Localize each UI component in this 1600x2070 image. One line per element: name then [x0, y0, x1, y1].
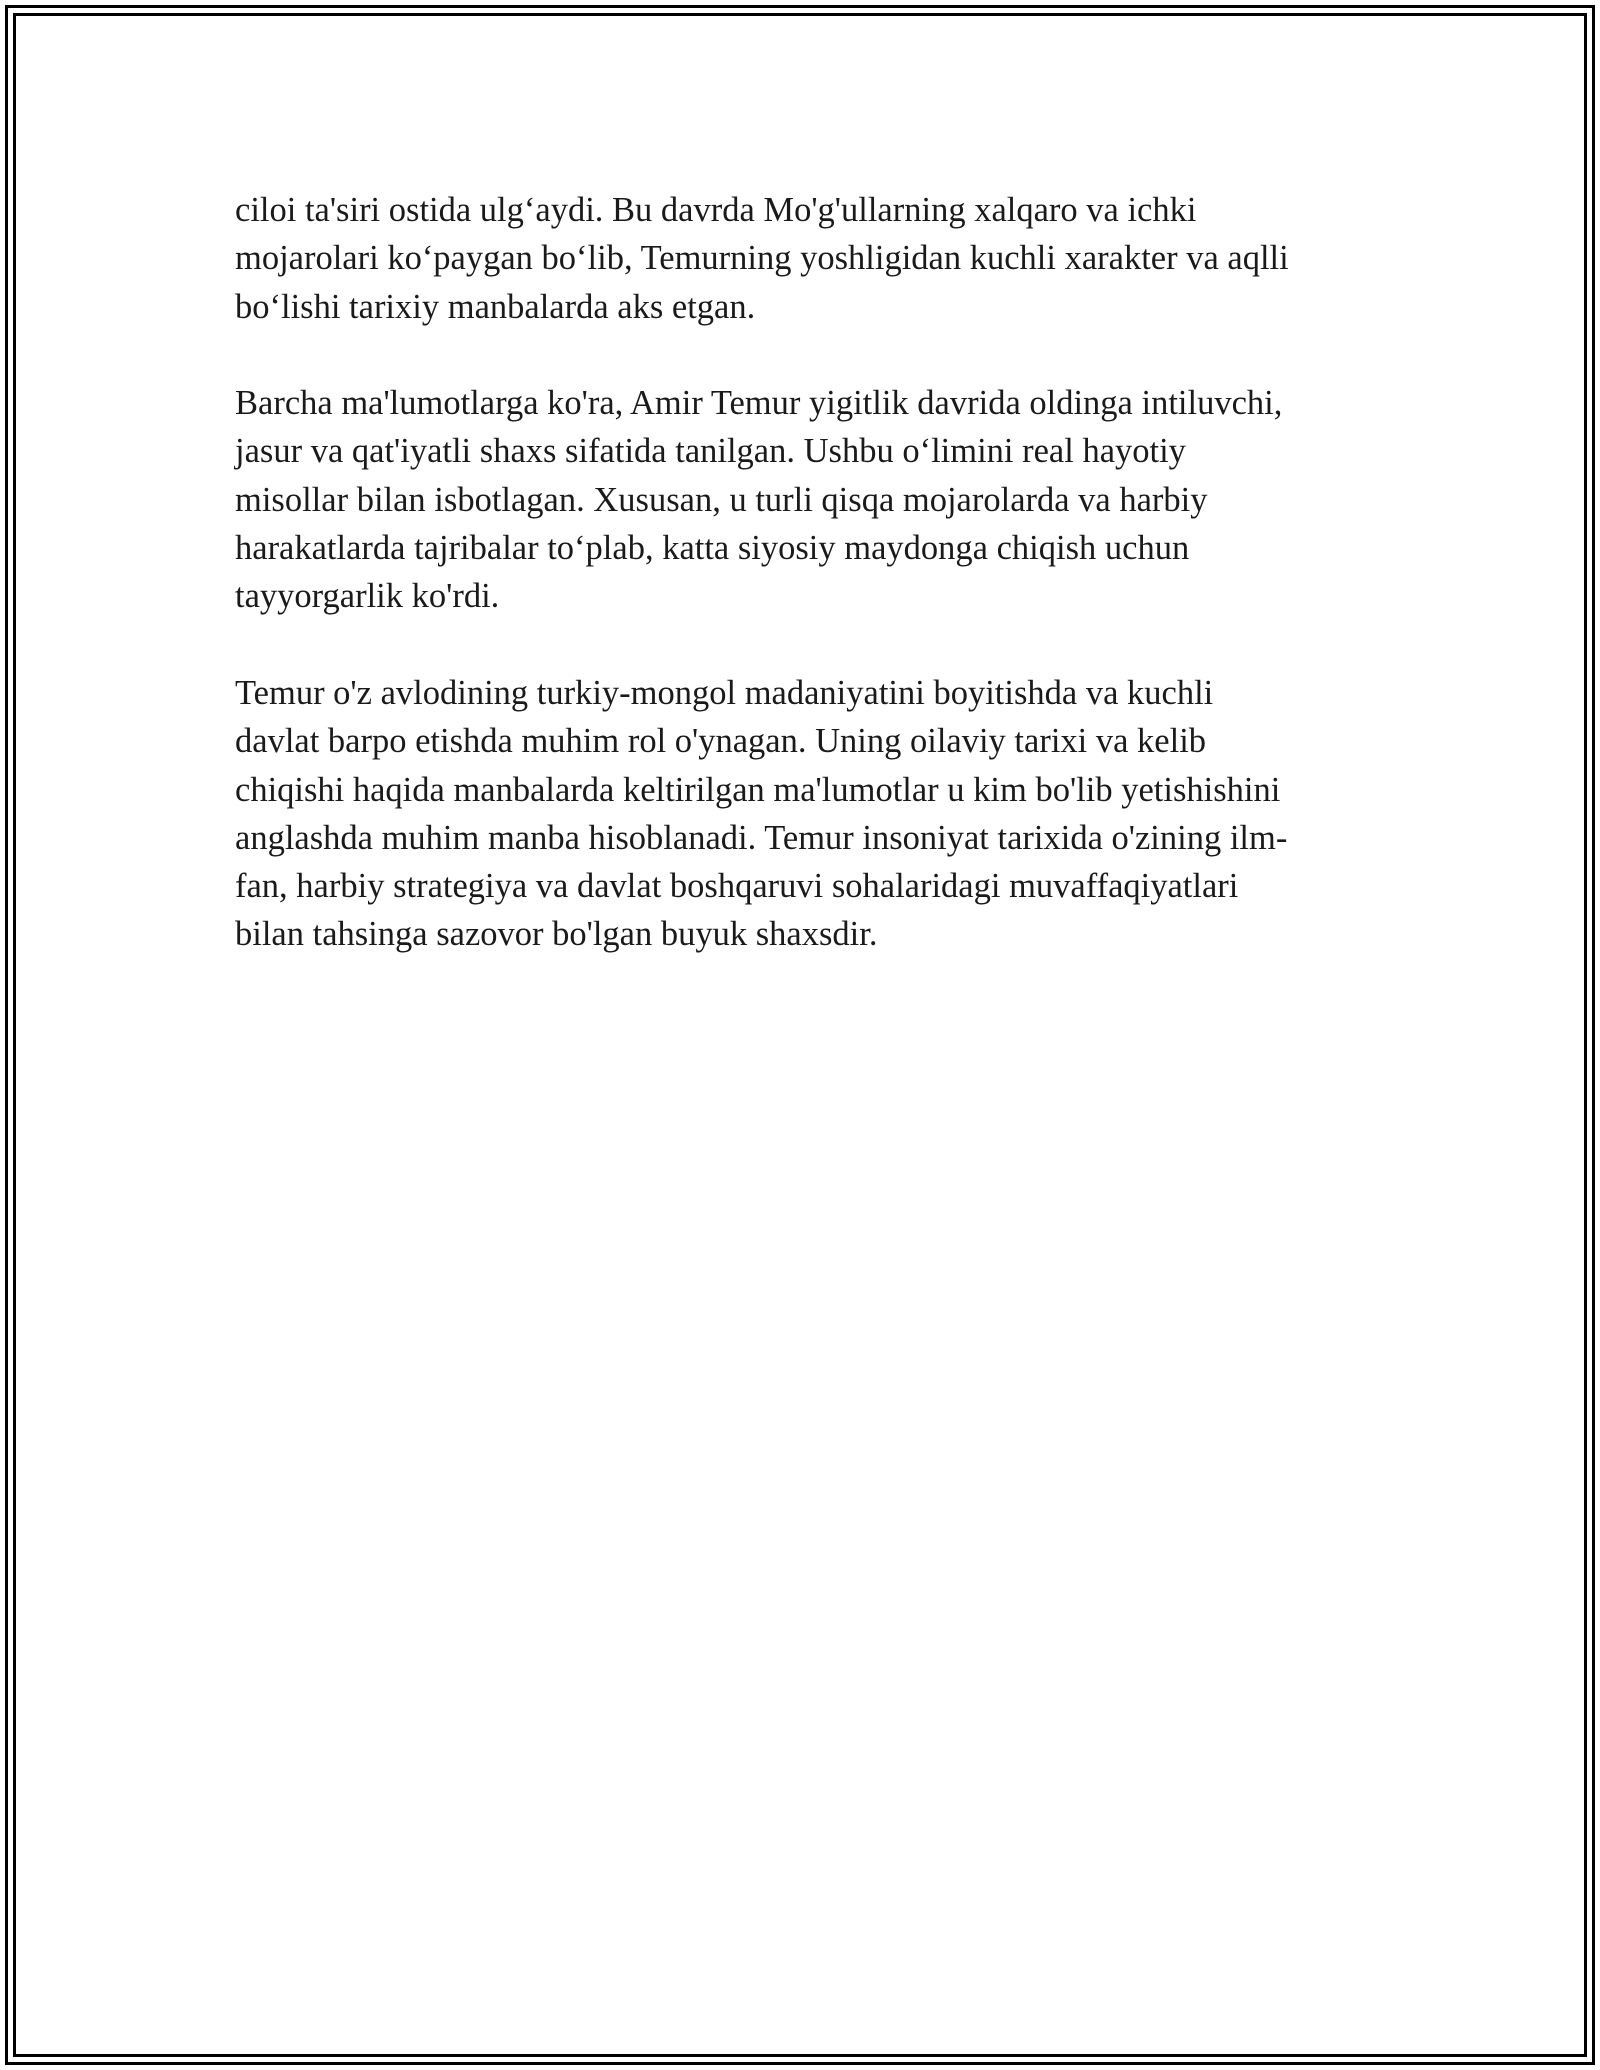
- document-body: [235, 186, 1375, 1007]
- text-line: mojarolari ko‘paygan bo‘lib, Temurning yoshligidan kuchli xarakter va aqlli: [235, 239, 1289, 278]
- text-line: bilan tahsinga sazovor bo'lgan buyuk shaxsdir.: [235, 915, 878, 954]
- text-line: jasur va qat'iyatli shaxs sifatida tanilgan. Ushbu o‘limini real hayotiy: [235, 432, 1186, 471]
- text-line: bo‘lishi tarixiy manbalarda aks etgan.: [235, 287, 756, 326]
- text-line: fan, harbiy strategiya va davlat boshqaruvi sohalaridagi muvaffaqiyatlari: [235, 867, 1239, 906]
- text-line: chiqishi haqida manbalarda keltirilgan ma'lumotlar u kim bo'lib yetishishini: [235, 770, 1281, 809]
- paragraph-3: [235, 669, 1375, 959]
- text-line: anglashda muhim manba hisoblanadi. Temur insoniyat tarixida o'zining ilm-: [235, 818, 1288, 857]
- text-line: harakatlarda tajribalar to‘plab, katta siyosiy maydonga chiqish uchun: [235, 529, 1190, 568]
- text-line: tayyorgarlik ko'rdi.: [235, 577, 500, 616]
- paragraph-2: [235, 379, 1375, 620]
- text-line: Temur o'z avlodining turkiy-mongol madaniyatini boyitishda va kuchli: [235, 673, 1214, 712]
- text-line: Barcha ma'lumotlarga ko'ra, Amir Temur yigitlik davrida oldinga intiluvchi,: [235, 384, 1283, 423]
- text-line: ciloi ta'siri ostida ulg‘aydi. Bu davrda Mo'g'ullarning xalqaro va ichki: [235, 191, 1197, 229]
- paragraph-1: [235, 186, 1375, 331]
- text-line: misollar bilan isbotlagan. Xususan, u turli qisqa mojarolarda va harbiy: [235, 480, 1208, 519]
- text-line: davlat barpo etishda muhim rol o'ynagan. Uning oilaviy tarixi va kelib: [235, 722, 1207, 761]
